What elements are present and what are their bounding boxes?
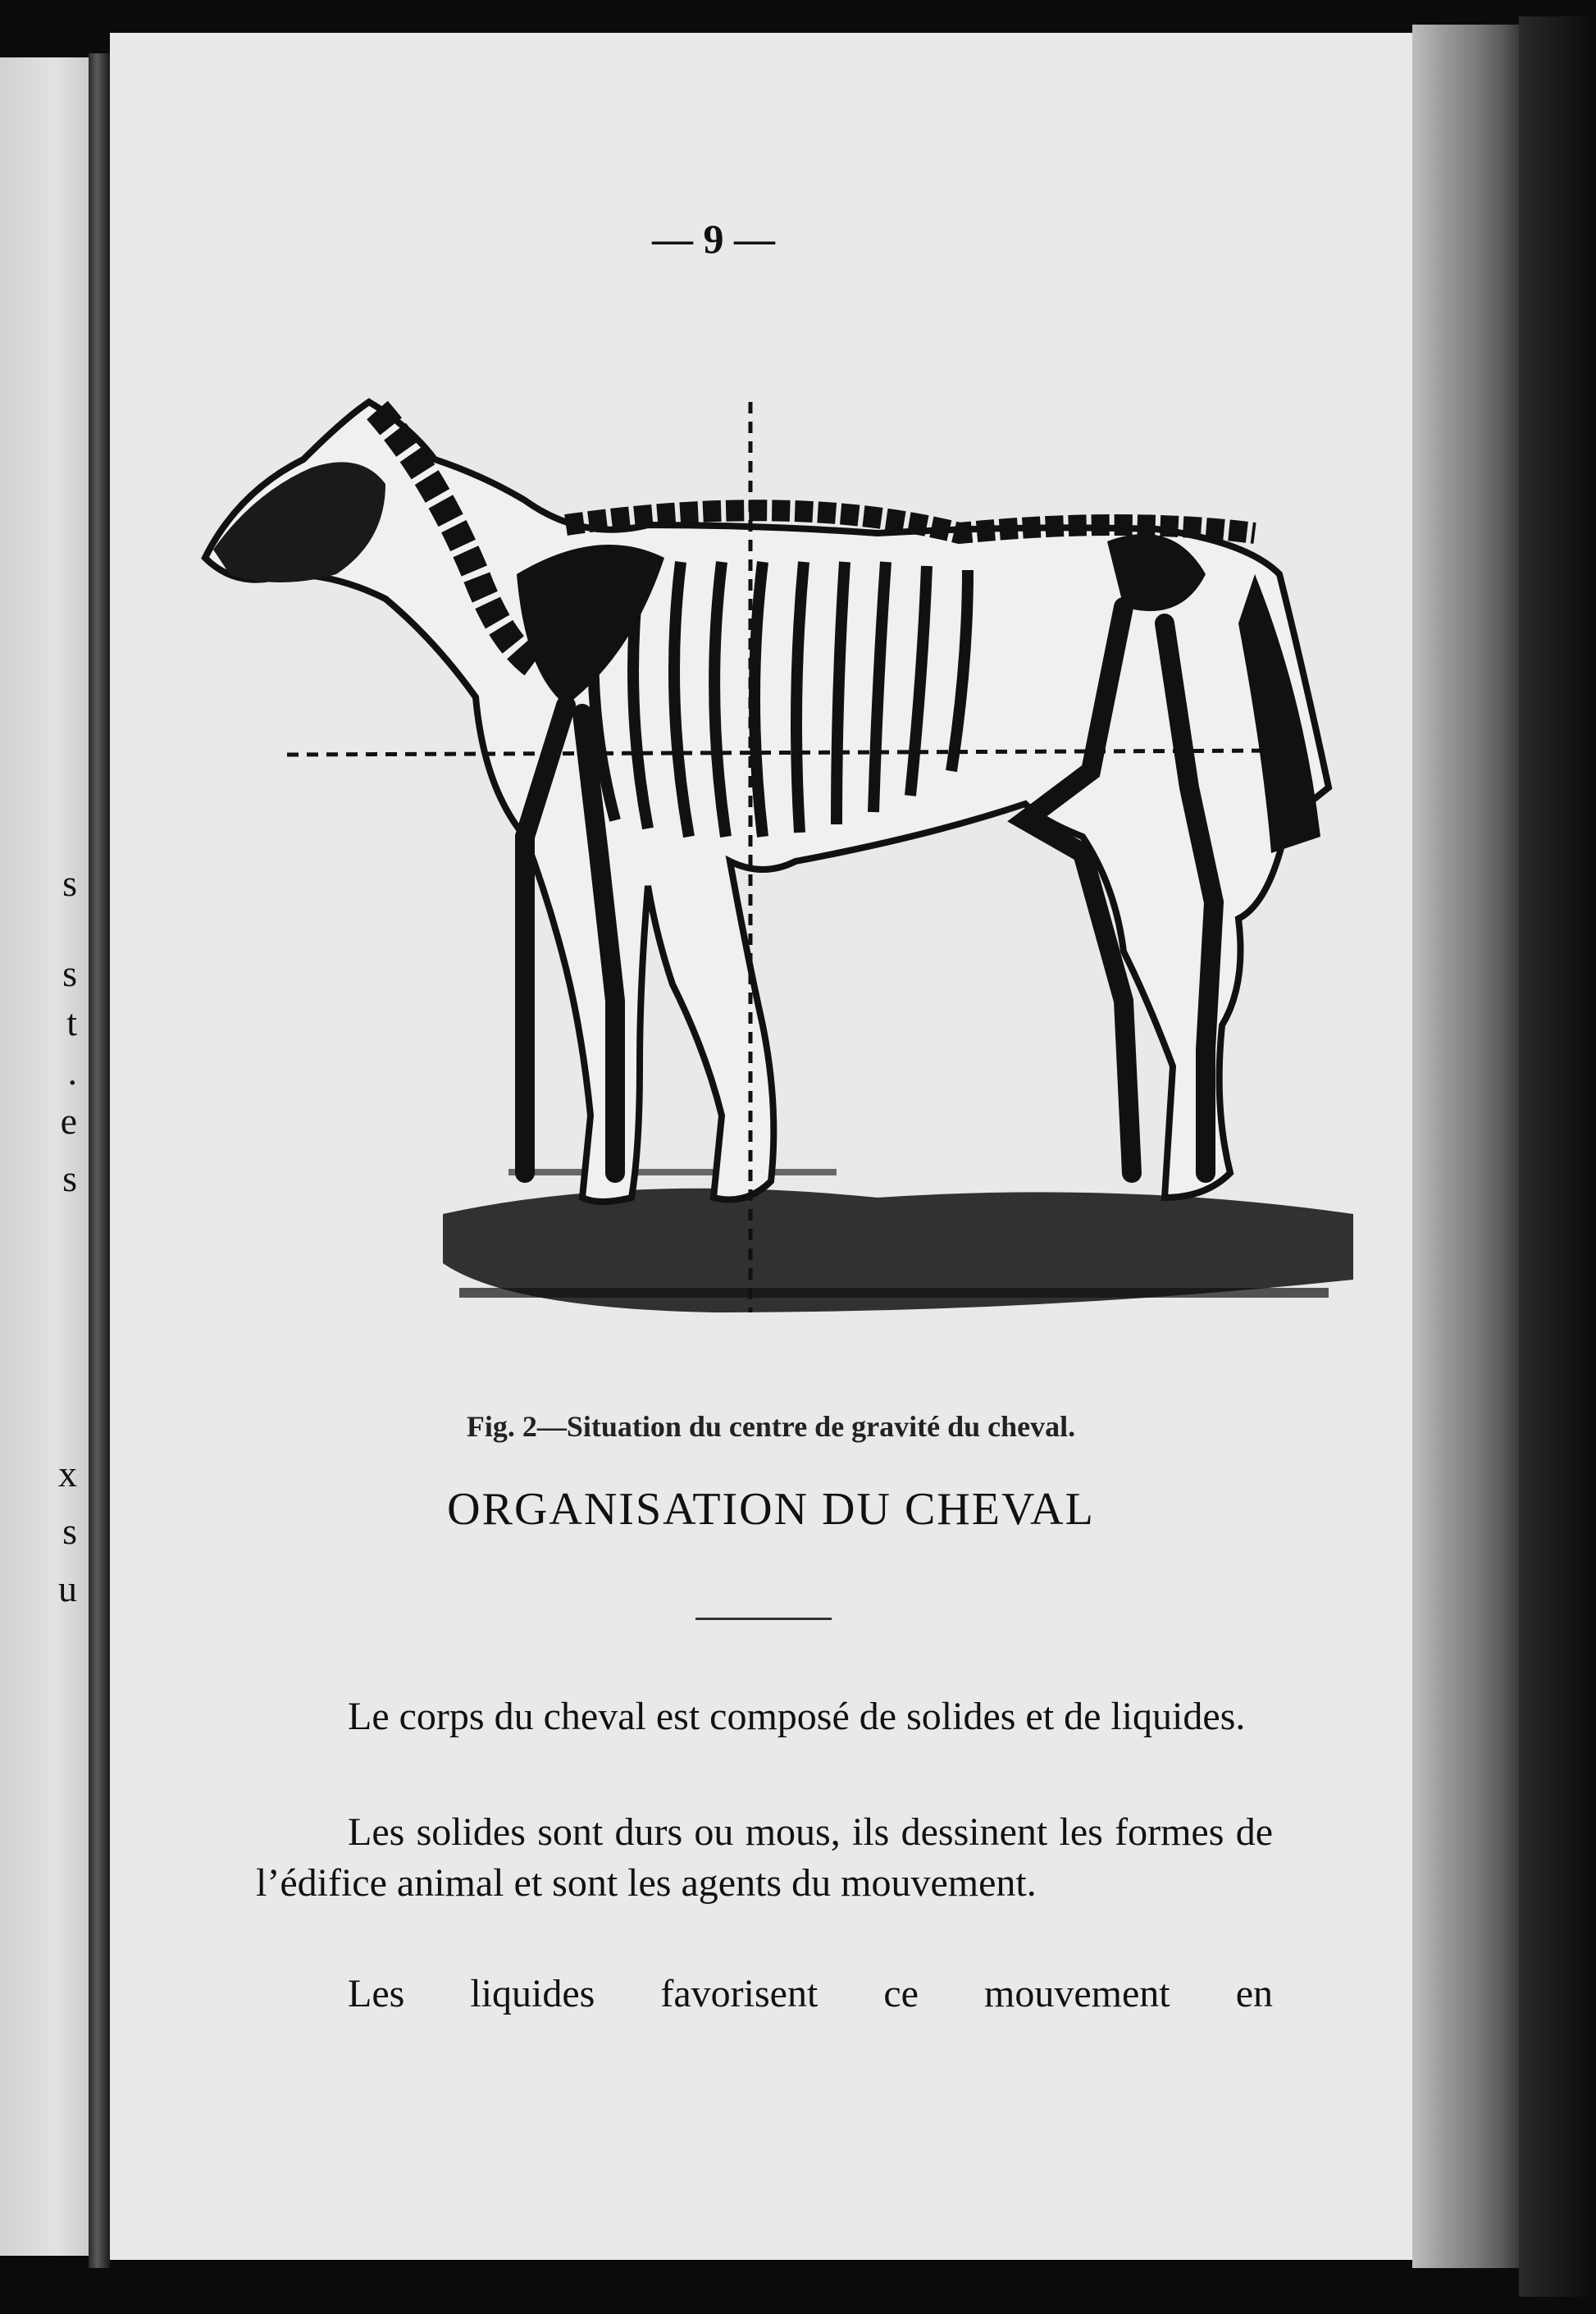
left-fragment: x — [58, 1453, 77, 1495]
left-fragment: s — [62, 1510, 77, 1552]
figure-caption: Fig. 2—Situation du centre de gravité du cheval. — [466, 1410, 1076, 1443]
left-fragment: u — [58, 1568, 77, 1609]
left-fragment: e — [60, 1100, 77, 1142]
page-edge-shadow — [1412, 25, 1519, 2268]
book-gutter — [89, 53, 110, 2268]
left-fragment: s — [62, 1157, 77, 1199]
left-fragment: s — [62, 862, 77, 904]
left-fragment: t — [66, 1002, 77, 1043]
left-fragment: s — [62, 952, 77, 994]
body-paragraph: Les liquides favorisent ce mouvement en — [348, 1972, 1273, 2015]
background-edge — [1519, 16, 1596, 2297]
body-paragraph: Les solides sont durs ou mous, ils dessinent les formes de l’édifice animal et sont les agents du mouvement. — [256, 1810, 1273, 1905]
section-title: ORGANISATION DU CHEVAL — [447, 1484, 1095, 1535]
page-number: — 9 — — [652, 216, 775, 262]
left-page-text-fragments — [0, 861, 82, 1609]
left-fragment: . — [67, 1051, 77, 1093]
section-divider — [695, 1618, 832, 1620]
horse-skeleton-illustration — [139, 328, 1353, 1370]
body-paragraph: Le corps du cheval est composé de solides et de liquides. — [348, 1695, 1246, 1738]
horse-skeleton-figure — [139, 328, 1353, 1370]
